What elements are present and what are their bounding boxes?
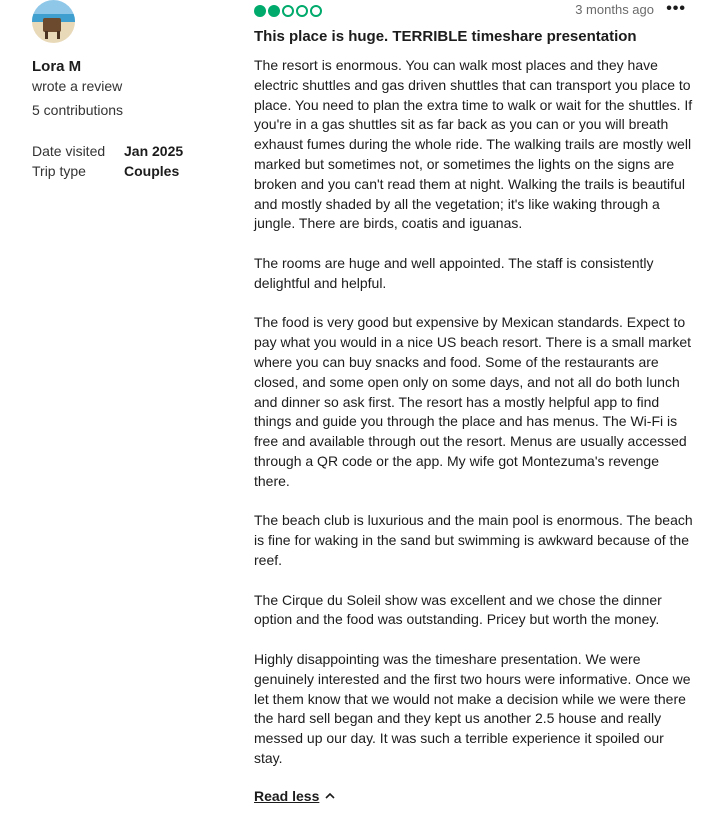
- rating-bubble-filled: [254, 5, 266, 17]
- trip-type-label: Trip type: [32, 163, 86, 179]
- review-paragraph: The food is very good but expensive by Mexican standards. Expect to pay what you would in a nice US beach resort. There is a small market where you can buy snacks and food. Some of the restaurants are closed, and some open only on some days, and not all do both lunch and dinner so ask first. The resort has a mostly helpful app to find things and guide you through the place and has menus. The Wi-Fi is free and available through out the resort. Menus are usually accessed through a QR code or the app. My wife got Montezuma's revenge there.: [254, 314, 692, 489]
- date-visited-label: Date visited: [32, 143, 106, 159]
- read-less-button[interactable]: [254, 788, 335, 804]
- review-title: This place is huge. TERRIBLE timeshare presentation: [254, 28, 637, 45]
- review-date: 3 months ago: [575, 2, 654, 17]
- review-body: [254, 56, 694, 788]
- rating-bubble-empty: [282, 5, 294, 17]
- more-options-icon[interactable]: •••: [666, 0, 686, 17]
- review-paragraph: The Cirque du Soleil show was excellent and we chose the dinner option and the food was outstanding. Pricey but worth the money.: [254, 591, 662, 628]
- rating-bubbles: [254, 3, 322, 19]
- review-action-text: wrote a review: [32, 78, 123, 94]
- trip-type-value: Couples: [124, 163, 180, 179]
- date-visited-value: Jan 2025: [124, 143, 184, 159]
- review-paragraph: The beach club is luxurious and the main pool is enormous. The beach is fine for waking in the sand but swimming is awkward because of the reef.: [254, 512, 693, 568]
- review-paragraph: Highly disappointing was the timeshare presentation. We were genuinely interested and the first two hours were informative. Once we let them know that we would not make a decision while we were there the hard sell began and they kept us another 2.5 house and really messed up our day. It was such a terrible experience it spoiled our stay.: [254, 650, 691, 766]
- beach-chair-avatar-icon: [32, 0, 75, 43]
- rating-bubble-empty: [296, 5, 308, 17]
- rating-bubble-empty: [310, 5, 322, 17]
- chevron-up-icon: [325, 791, 335, 801]
- rating-bubble-filled: [268, 5, 280, 17]
- reviewer-name[interactable]: Lora M: [32, 58, 82, 75]
- review-paragraph: The rooms are huge and well appointed. The staff is consistently delightful and helpful.: [254, 254, 654, 291]
- read-less-label: Read less: [254, 788, 320, 804]
- reviewer-avatar[interactable]: [32, 0, 75, 43]
- contributions-count: 5 contributions: [32, 102, 124, 118]
- review-paragraph: The resort is enormous. You can walk most places and they have electric shuttles and gas driven shuttles that can transport you place to place. You need to plan the extra time to walk or wait for the shuttles. If you're in a gas shuttles sit as far back as you can or you will breath exhaust fumes during the whole ride. The walking trails are mostly well marked but sometimes not, or sometimes the lights on the signs are broken and you can't read them at night. Walking the trails is beautiful and mostly shaded by all the vegetation; it's like waking through a jungle. There are birds, coatis and iguanas.: [254, 57, 693, 232]
